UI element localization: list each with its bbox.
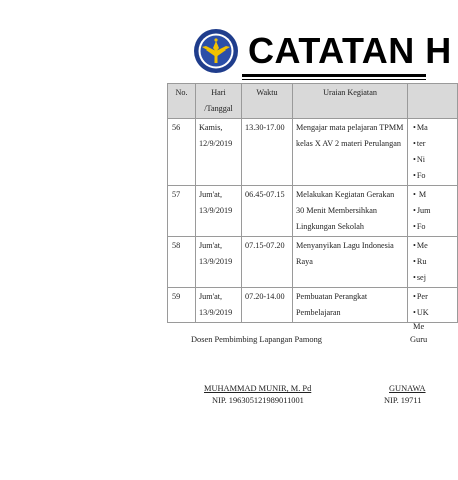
row-hari-tanggal: Jum'at, 13/9/2019 bbox=[196, 186, 242, 237]
ket-item: • Jum bbox=[413, 203, 454, 219]
right-signer-name: GUNAWA bbox=[389, 384, 426, 393]
row-keterangan bbox=[408, 288, 458, 323]
table-row bbox=[168, 119, 458, 186]
row-hari-tanggal: Jum'at, 13/9/2019 bbox=[196, 288, 242, 323]
header-waktu: Waktu bbox=[242, 84, 293, 119]
ket-item: • Per bbox=[413, 289, 454, 305]
row-uraian: Menyanyikan Lagu Indonesia Raya bbox=[293, 237, 408, 288]
header-hari-tanggal: Hari /Tanggal bbox=[196, 84, 242, 119]
row-no: 59 bbox=[168, 288, 196, 323]
title-rule-thick bbox=[242, 74, 426, 77]
right-signer-top: Me bbox=[413, 322, 425, 331]
ket-item: • M bbox=[413, 187, 454, 203]
ket-item: • sej bbox=[413, 270, 454, 286]
ket-item: • Ni bbox=[413, 152, 454, 168]
right-signer-role: Guru bbox=[410, 335, 428, 344]
ket-item: • Ru bbox=[413, 254, 454, 270]
row-no: 58 bbox=[168, 237, 196, 288]
left-signer-name: MUHAMMAD MUNIR, M. Pd bbox=[204, 384, 312, 393]
row-waktu: 06.45-07.15 bbox=[242, 186, 293, 237]
university-logo bbox=[193, 28, 239, 74]
ket-item: • ter bbox=[413, 136, 454, 152]
row-keterangan bbox=[408, 186, 458, 237]
left-signer-role: Dosen Pembimbing Lapangan Pamong bbox=[191, 335, 322, 344]
row-uraian: Pembuatan Perangkat Pembelajaran bbox=[293, 288, 408, 323]
right-signer-nip: NIP. 19711 bbox=[384, 396, 422, 405]
ket-item: • Me bbox=[413, 238, 454, 254]
row-waktu: 07.15-07.20 bbox=[242, 237, 293, 288]
row-keterangan bbox=[408, 119, 458, 186]
row-no: 57 bbox=[168, 186, 196, 237]
ket-item: • Fo bbox=[413, 168, 454, 184]
row-keterangan bbox=[408, 237, 458, 288]
ket-item: • UK bbox=[413, 305, 454, 321]
left-signer-nip: NIP. 196305121989011001 bbox=[212, 396, 304, 405]
row-uraian: Melakukan Kegiatan Gerakan 30 Menit Membersihkan Lingkungan Sekolah bbox=[293, 186, 408, 237]
ket-item: • Ma bbox=[413, 120, 454, 136]
ket-item: • Fo bbox=[413, 219, 454, 235]
table-row bbox=[168, 237, 458, 288]
row-hari-tanggal: Kamis, 12/9/2019 bbox=[196, 119, 242, 186]
row-waktu: 07.20-14.00 bbox=[242, 288, 293, 323]
table-header-row bbox=[168, 84, 458, 119]
row-uraian: Mengajar mata pelajaran TPMM kelas X AV 2 materi Perulangan bbox=[293, 119, 408, 186]
title-rule-thin bbox=[242, 79, 426, 80]
page-title: CATATAN H bbox=[248, 30, 452, 71]
table-row bbox=[168, 288, 458, 323]
row-hari-tanggal: Jum'at, 13/9/2019 bbox=[196, 237, 242, 288]
table-row bbox=[168, 186, 458, 237]
activity-log-table bbox=[167, 83, 458, 323]
header-uraian-kegiatan: Uraian Kegiatan bbox=[293, 84, 408, 119]
row-waktu: 13.30-17.00 bbox=[242, 119, 293, 186]
row-no: 56 bbox=[168, 119, 196, 186]
header-no: No. bbox=[168, 84, 196, 119]
header-keterangan bbox=[408, 84, 458, 119]
